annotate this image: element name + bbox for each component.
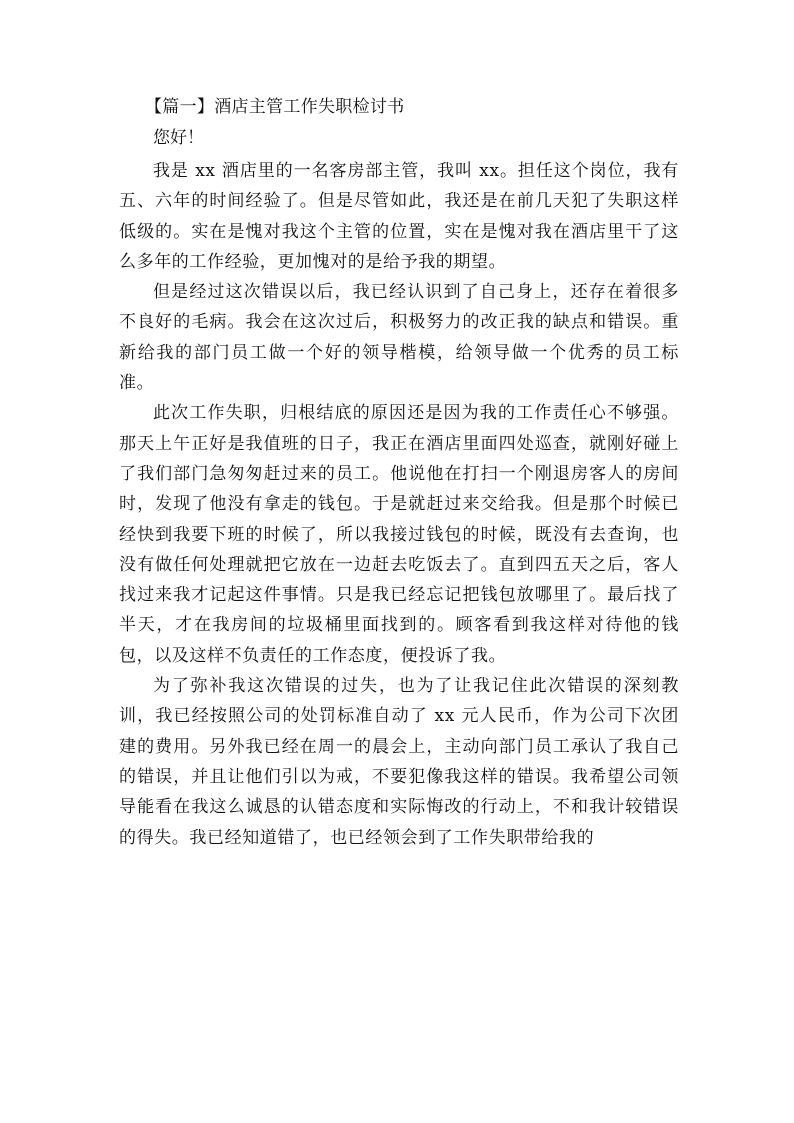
greeting: 您好！ — [153, 128, 204, 148]
paragraph-3: 此次工作失职，归根结底的原因还是因为我的工作责任心不够强。那天上午正好是我值班的日子，我正在酒店里面四处巡查，就刚好碰上了我们部门急匆匆赶过来的员工。他说他在打扫一个刚退房客人的房间时，发现了他没有拿走的钱包。于是就赶过来交给我。但是那个时候已经快到我要下班的时候了，所以我接过钱包的时候，既没有去查询，也没有做任何处理就把它放在一边赶去吃饭去了。直到四五天之后，客人找过来我才记起这件事情。只是我已经忘记把钱包放哪里了。最后找了半天，才在我房间的垃圾桶里面找到的。顾客看到我这样对待他的钱包，以及这样不负责任的工作态度，便投诉了我。 — [119, 403, 679, 666]
paragraph-1: 我是 xx 酒店里的一名客房部主管，我叫 xx。担任这个岗位，我有五、六年的时间经验了。但是尽管如此，我还是在前几天犯了失职这样低级的。实在是愧对我这个主管的位置，实在是愧对我在酒店里干了这么多年的工作经验，更加愧对的是给予我的期望。 — [119, 161, 679, 272]
document-body — [119, 92, 679, 853]
paragraph-4: 为了弥补我这次错误的过失，也为了让我记住此次错误的深刻教训，我已经按照公司的处罚标准自动了 xx 元人民币，作为公司下次团建的费用。另外我已经在周一的晨会上，主动向部门员工承认了我自己的错误，并且让他们引以为戒，不要犯像我这样的错误。我希望公司领导能看在我这么诚恳的认错态度和实际悔改的行动上，不和我计较错误的得失。我已经知道错了，也已经领会到了工作失职带给我的 — [119, 676, 679, 848]
paragraph-2: 但是经过这次错误以后，我已经认识到了自己身上，还存在着很多不良好的毛病。我会在这次过后，积极努力的改正我的缺点和错误。重新给我的部门员工做一个好的领导楷模，给领导做一个优秀的员工标准。 — [119, 282, 679, 394]
document-title: 【篇一】酒店主管工作失职检讨书 — [145, 97, 405, 117]
